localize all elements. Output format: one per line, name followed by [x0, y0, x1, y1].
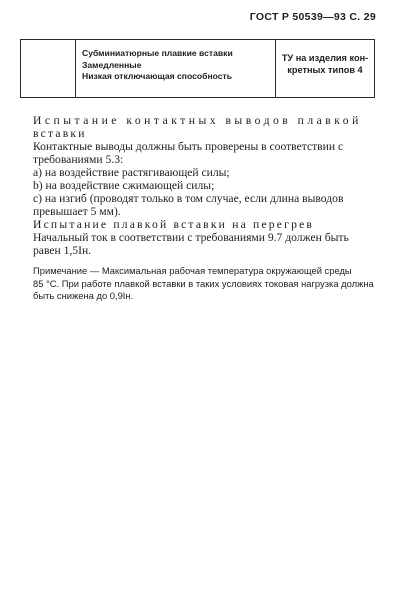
table-spec-line: кретных типов 4 — [287, 65, 363, 75]
note-line: Примечание — Максимальная рабочая температура окружающей среды — [33, 265, 352, 276]
list-item-a: а) на воздействие растягивающей силы; — [33, 166, 230, 179]
section-heading: Испытание контактных выводов плавкой — [33, 114, 362, 127]
table-type-line: Субминиатюрные плавкие вставки — [82, 48, 233, 58]
body-text: Начальный ток в соответствии с требованиями 9.7 должен быть — [33, 231, 349, 244]
table-cell-type — [76, 40, 276, 97]
table-spec-line: ТУ на изделия кон- — [281, 53, 369, 63]
table-cell-spec — [276, 40, 374, 97]
note-line: 85 °С. При работе плавкой вставки в таких условиях токовая нагрузка должна — [33, 277, 374, 289]
classification-table — [20, 39, 375, 98]
table-cell-empty — [21, 40, 76, 97]
body-text: Контактные выводы должны быть проверены в соответствии с — [33, 140, 344, 153]
note-line: быть снижена до 0,9Iн. — [33, 290, 134, 301]
body-text: равен 1,5Iн. — [33, 244, 92, 257]
note-block — [33, 265, 378, 303]
body-text: требованиями 5.3: — [33, 153, 124, 166]
section-heading: Испытание плавкой вставки на перегрев — [33, 218, 315, 231]
section-heading-cont: вставки — [33, 127, 87, 140]
table-type-line: Замедленные — [82, 59, 142, 70]
list-item-c: с) на изгиб (проводят только в том случае, если длина выводов — [33, 192, 344, 205]
document-body — [33, 114, 378, 303]
list-item-c-cont: превышает 5 мм). — [33, 205, 121, 218]
list-item-b: b) на воздействие сжимающей силы; — [33, 179, 215, 192]
table-type-line: Низкая отключающая способность — [82, 71, 233, 81]
page-header: ГОСТ Р 50539—93 С. 29 — [249, 11, 376, 23]
